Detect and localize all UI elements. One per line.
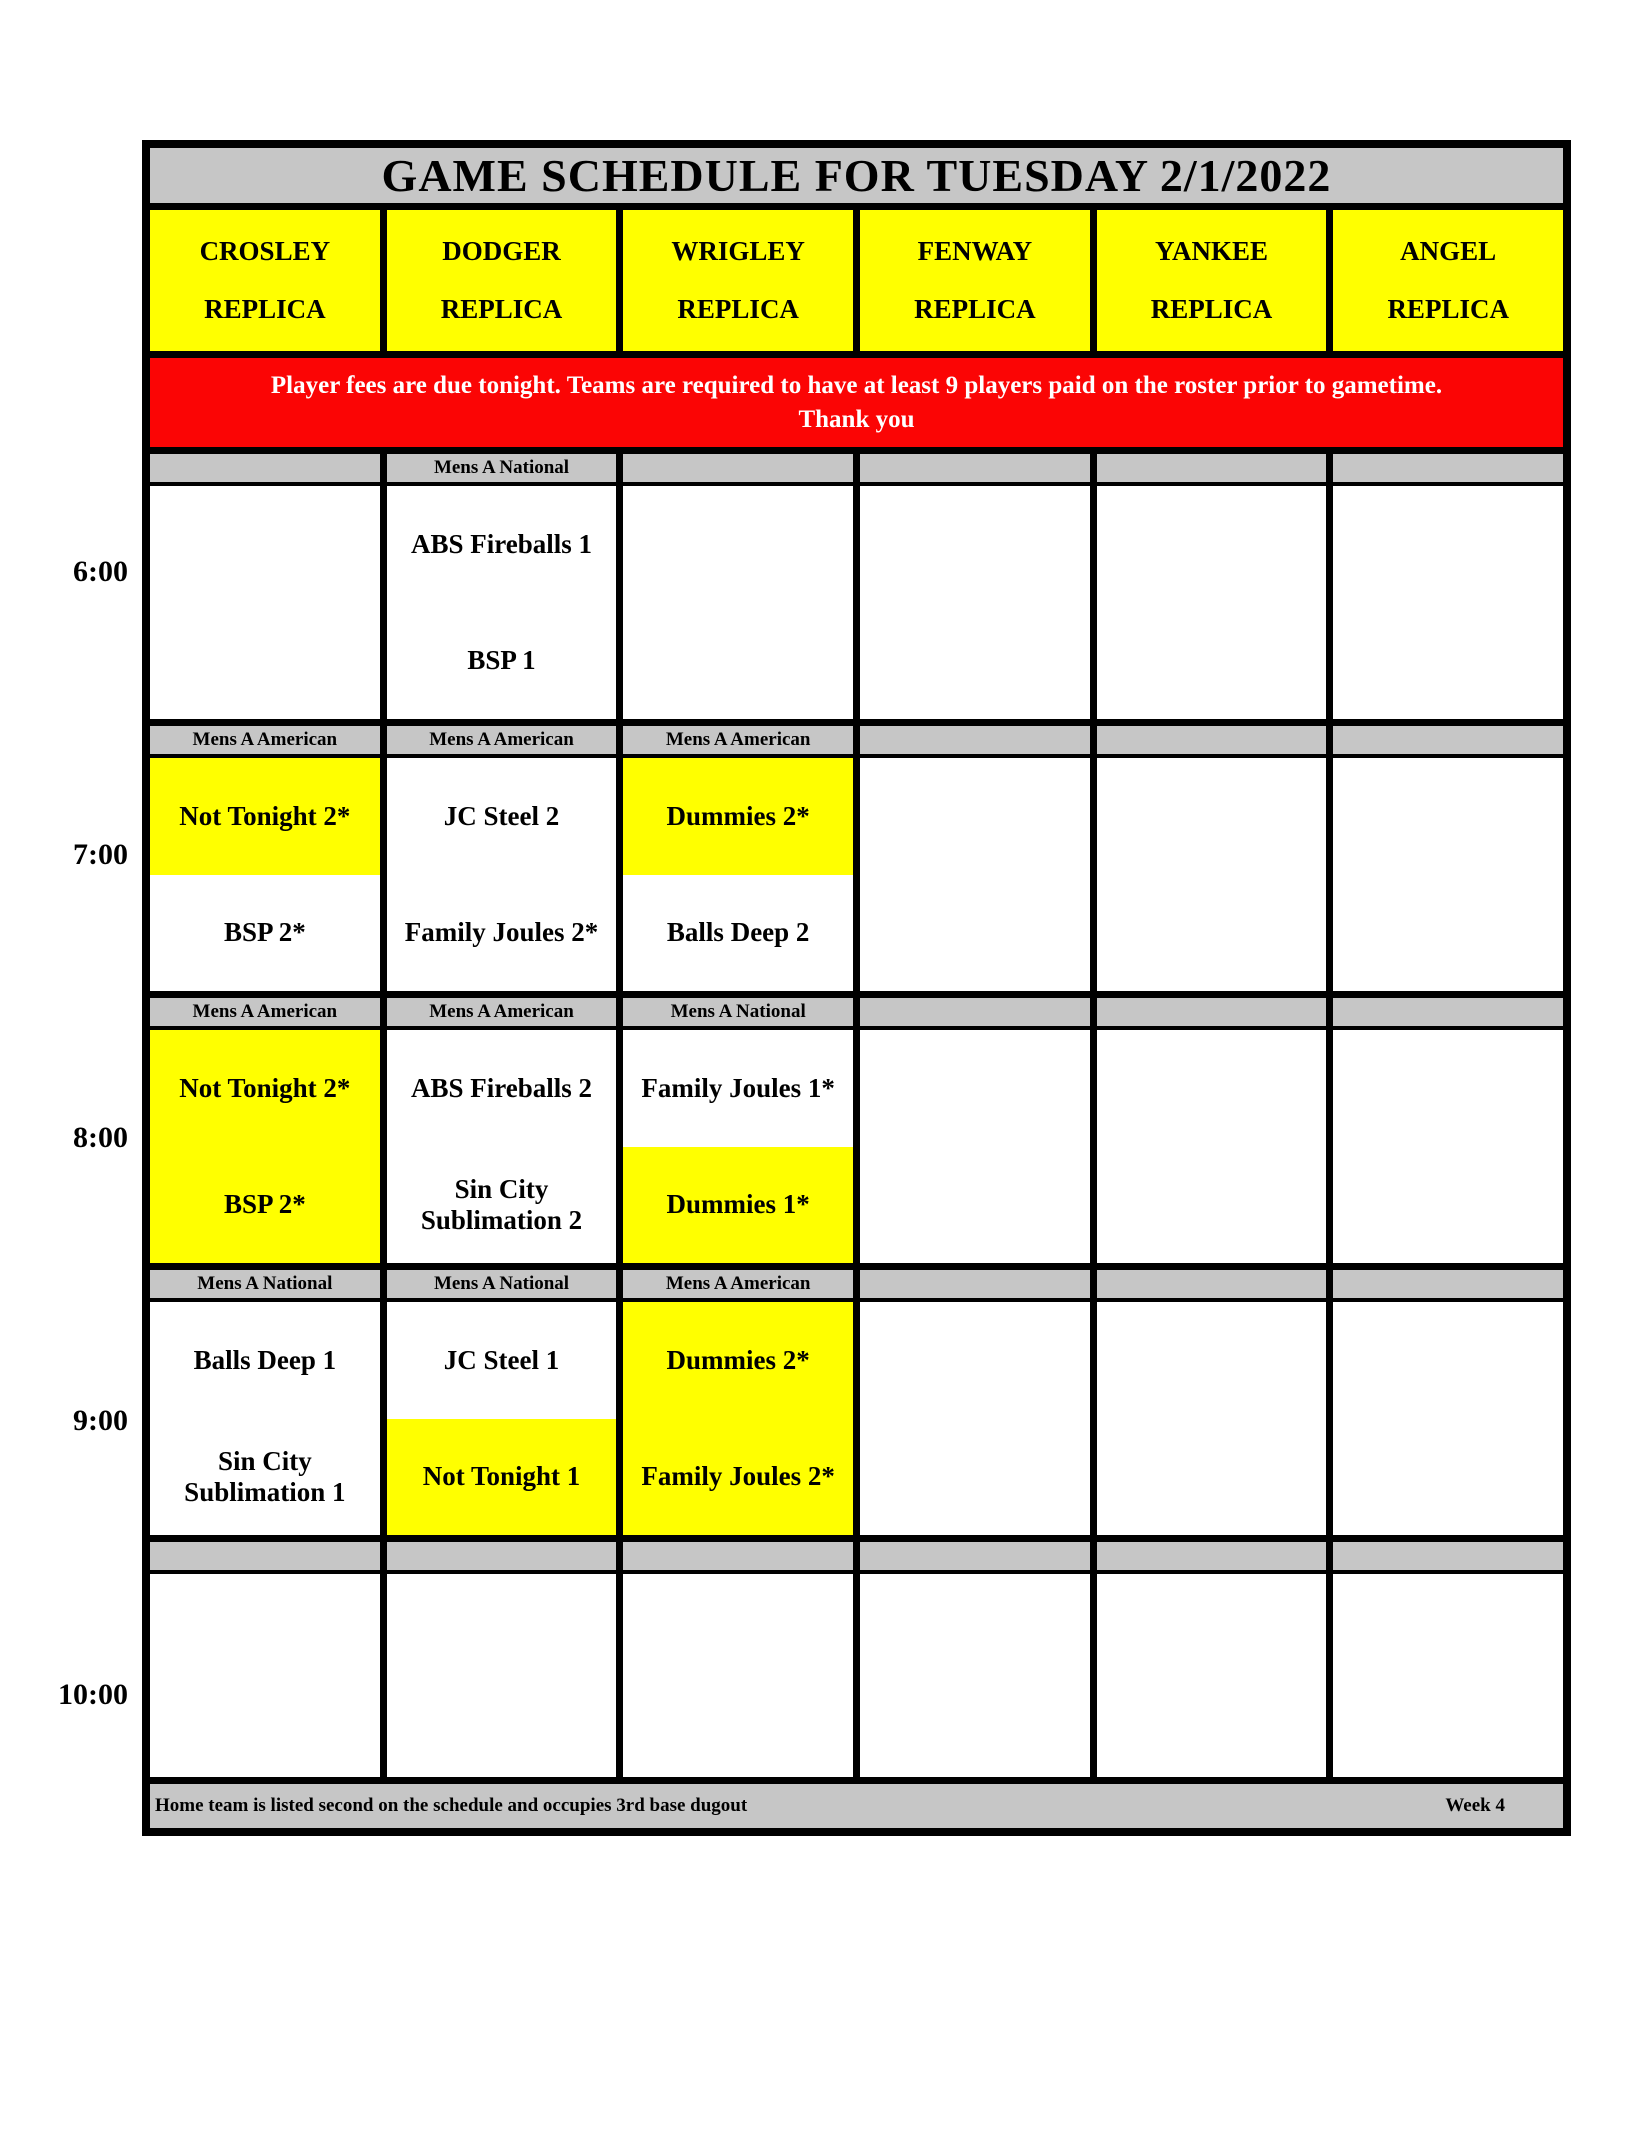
game-cell (1097, 758, 1334, 991)
field-name: DODGER (442, 236, 561, 267)
field-name: WRIGLEY (671, 236, 805, 267)
game-cell (150, 1574, 387, 1777)
game-cell (387, 758, 624, 991)
away-team (623, 1574, 853, 1676)
game-cell (150, 1030, 387, 1263)
home-team (860, 1147, 1090, 1264)
field-name: YANKEE (1155, 236, 1269, 267)
home-team (1097, 875, 1327, 992)
away-team: Not Tonight 2* (150, 758, 380, 875)
game-cell (1097, 1030, 1334, 1263)
footer-note: Home team is listed second on the schedule and occupies 3rd base dugout (155, 1795, 748, 1816)
game-cell (150, 758, 387, 991)
field-name: CROSLEY (199, 236, 331, 267)
home-team (860, 1676, 1090, 1778)
game-row-8 (150, 1030, 1563, 1270)
league-label (860, 1270, 1097, 1298)
away-team (860, 486, 1090, 603)
game-cell (387, 1030, 624, 1263)
game-cell (1333, 1030, 1563, 1263)
away-team (860, 758, 1090, 875)
away-team (1333, 1302, 1563, 1419)
away-team: Dummies 2* (623, 1302, 853, 1419)
away-team (1333, 486, 1563, 603)
away-team (1097, 1302, 1327, 1419)
league-label (1333, 1270, 1563, 1298)
field-type: REPLICA (914, 293, 1036, 324)
league-label: Mens A American (387, 726, 624, 754)
game-row-10 (150, 1574, 1563, 1784)
away-team (150, 486, 380, 603)
away-team: Dummies 2* (623, 758, 853, 875)
game-cell (623, 1302, 860, 1535)
league-label: Mens A National (387, 454, 624, 482)
away-team (1333, 1030, 1563, 1147)
league-label: Mens A American (150, 726, 387, 754)
home-team: Sin City Sublimation 1 (184, 1445, 346, 1507)
game-cell (860, 486, 1097, 719)
home-team (1333, 1676, 1563, 1778)
home-team: BSP 1 (467, 645, 536, 676)
home-team: Family Joules 2* (623, 1419, 853, 1536)
league-label-row-9 (150, 1270, 1563, 1302)
away-team (1097, 758, 1327, 875)
home-team (1097, 603, 1327, 720)
game-cell (860, 758, 1097, 991)
field-header-crosley (150, 210, 387, 351)
game-cell (1333, 1302, 1563, 1535)
game-cell (1097, 1302, 1334, 1535)
field-type: REPLICA (204, 293, 326, 324)
league-label: Mens A National (623, 998, 860, 1026)
league-label: Mens A American (623, 1270, 860, 1298)
home-team: BSP 2* (223, 917, 306, 948)
home-team (860, 875, 1090, 992)
league-label (623, 454, 860, 482)
away-team: Not Tonight 2* (150, 1030, 380, 1147)
league-label (623, 1542, 860, 1570)
home-team: BSP 2* (150, 1147, 380, 1264)
away-team (860, 1302, 1090, 1419)
league-label: Mens A American (150, 998, 387, 1026)
away-team (1097, 486, 1327, 603)
home-team: Not Tonight 1 (387, 1419, 617, 1536)
game-cell (387, 1574, 624, 1777)
away-team: ABS Fireballs 1 (410, 528, 593, 559)
league-label (1333, 998, 1563, 1026)
game-cell (1097, 1574, 1334, 1777)
game-cell (860, 1302, 1097, 1535)
away-team: JC Steel 1 (443, 1344, 560, 1375)
home-team: Balls Deep 2 (666, 917, 810, 948)
game-cell (623, 758, 860, 991)
away-team (387, 1574, 617, 1676)
league-label-row-6 (150, 454, 1563, 486)
home-team (623, 603, 853, 720)
field-header-row (150, 210, 1563, 358)
league-label (1097, 726, 1334, 754)
away-team (623, 486, 853, 603)
away-team (860, 1574, 1090, 1676)
time-label-9: 9:00 (73, 1404, 128, 1437)
away-team (1333, 758, 1563, 875)
game-cell (1097, 486, 1334, 719)
week-label: Week 4 (1445, 1795, 1505, 1816)
home-team (150, 603, 380, 720)
field-header-dodger (387, 210, 624, 351)
game-cell (860, 1030, 1097, 1263)
home-team (1333, 1419, 1563, 1536)
field-name: ANGEL (1400, 236, 1497, 267)
time-label-7: 7:00 (73, 838, 128, 871)
home-team (150, 1676, 380, 1778)
field-header-angel (1333, 210, 1563, 351)
time-label-10: 10:00 (58, 1678, 128, 1711)
notice-banner (150, 358, 1563, 454)
home-team (1097, 1147, 1327, 1264)
game-cell (623, 1574, 860, 1777)
home-team (1333, 1147, 1563, 1264)
notice-line-1: Player fees are due tonight. Teams are required to have at least 9 players paid on the roster prior to gametime. (270, 371, 1443, 399)
league-label (860, 454, 1097, 482)
away-team (1097, 1574, 1327, 1676)
league-label (1097, 1542, 1334, 1570)
league-label (1333, 726, 1563, 754)
field-header-fenway (860, 210, 1097, 351)
field-type: REPLICA (1150, 293, 1273, 324)
league-label: Mens A American (623, 726, 860, 754)
league-label (1333, 1542, 1563, 1570)
game-cell (150, 1302, 387, 1535)
footer-bar (150, 1784, 1563, 1828)
home-team: Family Joules 2* (404, 917, 599, 948)
home-team (1097, 1419, 1327, 1536)
away-team (1333, 1574, 1563, 1676)
game-cell (1333, 1574, 1563, 1777)
league-label (1097, 1270, 1334, 1298)
league-label (1333, 454, 1563, 482)
field-type: REPLICA (1387, 293, 1509, 324)
league-label-row-10 (150, 1542, 1563, 1574)
game-cell (387, 486, 624, 719)
time-label-6: 6:00 (73, 555, 128, 588)
away-team: JC Steel 2 (443, 800, 560, 831)
league-label (860, 998, 1097, 1026)
away-team: Balls Deep 1 (193, 1344, 337, 1375)
game-cell (623, 486, 860, 719)
game-cell (387, 1302, 624, 1535)
league-label: Mens A National (150, 1270, 387, 1298)
league-label (860, 1542, 1097, 1570)
home-team (860, 1419, 1090, 1536)
page-title: GAME SCHEDULE FOR TUESDAY 2/1/2022 (150, 148, 1563, 210)
league-label (1097, 998, 1334, 1026)
away-team: ABS Fireballs 2 (410, 1072, 593, 1103)
game-row-7 (150, 758, 1563, 998)
game-cell (1333, 486, 1563, 719)
league-label (860, 726, 1097, 754)
field-name: FENWAY (917, 236, 1033, 267)
game-row-6 (150, 486, 1563, 726)
game-cell (860, 1574, 1097, 1777)
home-team: Sin City Sublimation 2 (420, 1173, 583, 1235)
field-type: REPLICA (677, 293, 799, 324)
league-label (150, 1542, 387, 1570)
time-label-8: 8:00 (73, 1121, 128, 1154)
league-label-row-7 (150, 726, 1563, 758)
league-label: Mens A National (387, 1270, 624, 1298)
game-cell (1333, 758, 1563, 991)
field-header-wrigley (623, 210, 860, 351)
league-label-row-8 (150, 998, 1563, 1030)
league-label (150, 454, 387, 482)
home-team: Dummies 1* (623, 1147, 853, 1264)
home-team (623, 1676, 853, 1778)
league-label (387, 1542, 624, 1570)
game-cell (150, 486, 387, 719)
home-team (1333, 603, 1563, 720)
away-team (860, 1030, 1090, 1147)
schedule-table (142, 140, 1571, 1836)
notice-line-2: Thank you (798, 405, 915, 433)
field-type: REPLICA (440, 293, 563, 324)
league-label: Mens A American (387, 998, 624, 1026)
away-team (1097, 1030, 1327, 1147)
home-team (1333, 875, 1563, 992)
home-team (387, 1676, 617, 1778)
league-label (1097, 454, 1334, 482)
game-row-9 (150, 1302, 1563, 1542)
home-team (860, 603, 1090, 720)
away-team (150, 1574, 380, 1676)
away-team: Family Joules 1* (641, 1072, 835, 1103)
game-cell (623, 1030, 860, 1263)
home-team (1097, 1676, 1327, 1778)
field-header-yankee (1097, 210, 1334, 351)
